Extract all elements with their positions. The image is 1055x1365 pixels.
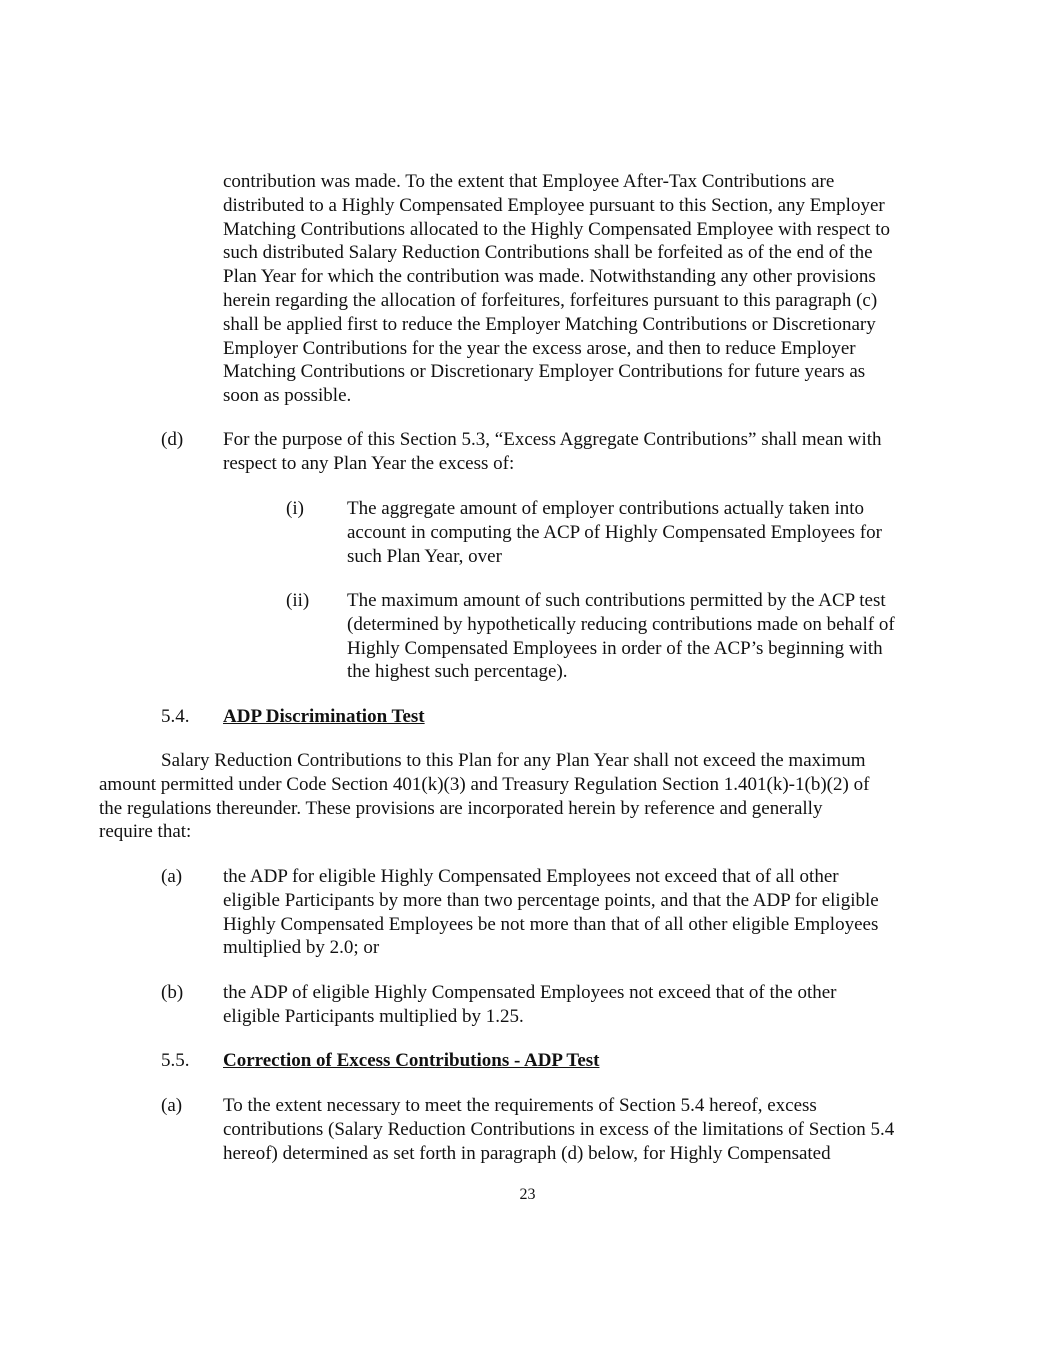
section-5-4-item-a-text [223,865,963,960]
text-line: soon as possible. [223,385,352,407]
text-line: distributed to a Highly Compensated Employee pursuant to this Section, any Employer [223,194,885,216]
section-5-4-item-a-marker: (a) [161,866,183,887]
text-line: shall be applied first to reduce the Employer Matching Contributions or Discretionary [223,313,876,335]
text-line: amount permitted under Code Section 401(k)(3) and Treasury Regulation Section 1.401(k)-1(b)(2) of [99,773,870,795]
text-line: hereof) determined as set forth in paragraph (d) below, for Highly Compensated [223,1142,831,1164]
sub-item-i-text [347,497,959,568]
section-5-4-title: ADP Discrimination Test [223,706,425,727]
section-5-5-item-a-marker: (a) [161,1095,183,1116]
section-5-4-item-b-text [223,981,963,1029]
item-d-text [223,428,963,476]
text-line: multiplied by 2.0; or [223,937,380,959]
text-line: Employer Contributions for the year the excess arose, and then to reduce Employer [223,337,856,359]
sub-item-ii-text [347,589,959,684]
section-5-5-number: 5.5. [161,1050,190,1071]
text-line: (determined by hypothetically reducing contributions made on behalf of [347,613,895,635]
text-line: The maximum amount of such contributions permitted by the ACP test [347,590,886,611]
text-line: contribution was made. To the extent that Employee After-Tax Contributions are [223,171,835,192]
section-5-5-title: Correction of Excess Contributions - ADP Test [223,1050,600,1071]
text-line: Salary Reduction Contributions to this Plan for any Plan Year shall not exceed the maximum [161,750,866,771]
sub-item-ii-marker: (ii) [286,590,310,611]
text-line: Matching Contributions or Discretionary Employer Contributions for future years as [223,361,866,383]
text-line: require that: [99,821,192,843]
text-line: To the extent necessary to meet the requirements of Section 5.4 hereof, excess [223,1095,817,1116]
text-line: The aggregate amount of employer contributions actually taken into [347,498,865,519]
text-line: For the purpose of this Section 5.3, “Excess Aggregate Contributions” shall mean with [223,429,882,450]
text-line: the ADP for eligible Highly Compensated Employees not exceed that of all other [223,866,839,887]
section-5-4-number: 5.4. [161,706,190,727]
text-line: Highly Compensated Employees in order of the ACP’s beginning with [347,637,883,659]
text-line: the ADP of eligible Highly Compensated Employees not exceed that of the other [223,982,837,1003]
text-line: account in computing the ACP of Highly Compensated Employees for [347,521,882,543]
text-line: respect to any Plan Year the excess of: [223,452,515,474]
sub-item-i-marker: (i) [286,498,304,519]
text-line: Highly Compensated Employees be not more than that of all other eligible Employees [223,913,879,935]
text-line: the highest such percentage). [347,661,568,683]
section-5-4-intro [99,749,949,844]
text-line: Plan Year for which the contribution was made. Notwithstanding any other provisions [223,266,876,288]
text-line: eligible Participants by more than two percentage points, and that the ADP for eligible [223,889,879,911]
section-5-4-item-b-marker: (b) [161,982,184,1003]
text-line: such Plan Year, over [347,545,502,567]
item-d-marker: (d) [161,429,184,450]
text-line: herein regarding the allocation of forfeitures, forfeitures pursuant to this paragraph (c) [223,289,878,311]
text-line: the regulations thereunder. These provisions are incorporated herein by reference and generally [99,797,823,819]
page-number: 23 [519,1186,536,1203]
text-line: such distributed Salary Reduction Contributions shall be forfeited as of the end of the [223,242,873,264]
text-line: eligible Participants multiplied by 1.25. [223,1005,524,1027]
section-5-5-item-a-text [223,1094,963,1165]
continuation-paragraph [223,170,963,408]
text-line: Matching Contributions allocated to the Highly Compensated Employee with respect to [223,218,890,240]
text-line: contributions (Salary Reduction Contributions in excess of the limitations of Section 5.4 [223,1118,895,1140]
